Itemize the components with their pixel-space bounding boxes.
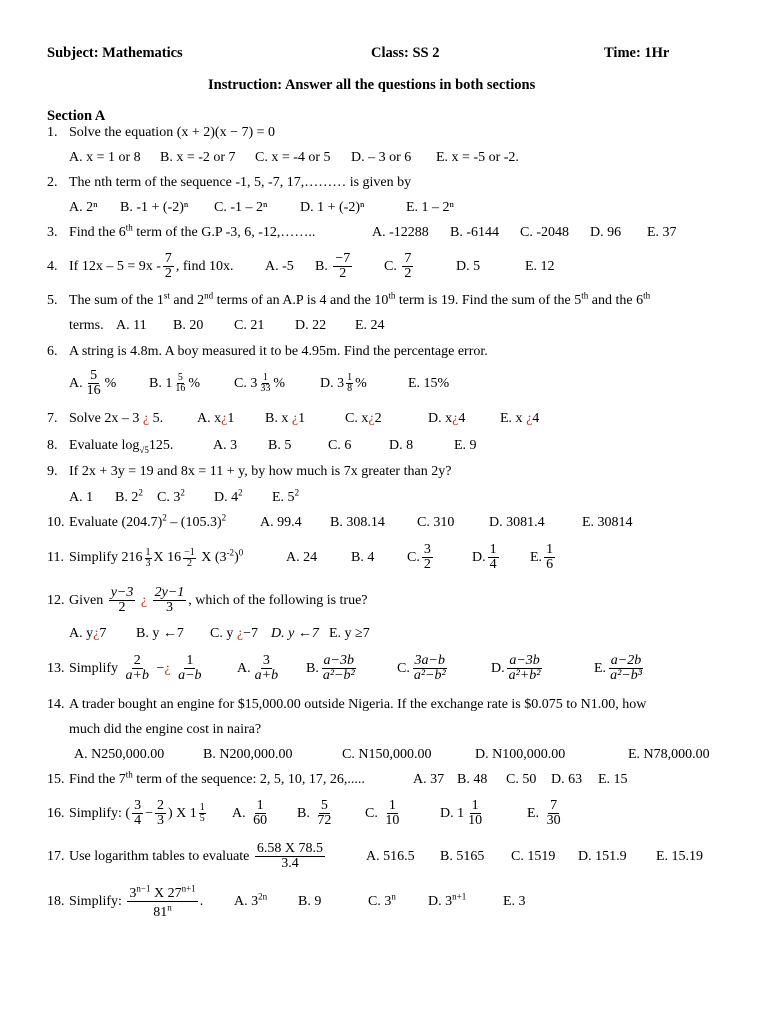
question-number: 12.: [47, 593, 65, 608]
option-e: E. 1 – 2ⁿ: [406, 200, 454, 215]
question-text: A string is 4.8m. A boy measured it to be 4.95m. Find the percentage error.: [69, 344, 488, 359]
option-b: B. 5165: [440, 849, 485, 864]
option-a: A. 37: [413, 772, 445, 787]
option-c: C. y ¿−7: [210, 626, 258, 641]
question-text: A trader bought an engine for $15,000.00 outside Nigeria. If the exchange rate is $0.075 to N1.00, how: [69, 697, 647, 712]
question-number: 4.: [47, 259, 58, 274]
option-e: E. 15: [598, 772, 628, 787]
option-e: E. 12: [525, 259, 555, 274]
option-c: C. 50: [506, 772, 537, 787]
option-d: D. 96: [590, 225, 622, 240]
option-d: D. 22: [295, 318, 327, 333]
option-e: E. $5^2$: [272, 487, 300, 505]
option-c: C. 6: [328, 438, 352, 453]
option-b: B. 20: [173, 318, 204, 333]
option-a: A. 11: [116, 318, 147, 333]
option-b: B. $\frac{5}{72}$: [297, 798, 332, 829]
question-text: If 12x – 5 = 9x - $\frac{7}{2}$ , find 10x.: [69, 251, 234, 282]
option-d: D. 3 $\frac{1}{8}$ %: [320, 372, 367, 395]
option-b: B. 48: [457, 772, 488, 787]
option-c: C. 1519: [511, 849, 556, 864]
option-a: A. x¿1: [197, 411, 235, 426]
question-number: 6.: [47, 344, 58, 359]
option-a: A. 516.5: [366, 849, 415, 864]
option-c: C. -2048: [520, 225, 569, 240]
question-number: 16.: [47, 806, 65, 821]
option-e: E. 3: [503, 894, 526, 909]
question-number: 3.: [47, 225, 58, 240]
question-number: 17.: [47, 849, 65, 864]
option-e: E. 24: [355, 318, 385, 333]
option-e: E. 37: [647, 225, 677, 240]
option-e: E. $\frac{1}{6}$: [530, 542, 554, 573]
option-e: E. x ¿4: [500, 411, 540, 426]
question-number: 5.: [47, 293, 58, 308]
question-number: 14.: [47, 697, 65, 712]
option-b: B. $2^2$: [115, 487, 143, 505]
option-d: D. 5: [456, 259, 481, 274]
option-e: E. $\frac{7}{30}$: [527, 798, 561, 829]
option-d: D. $3^{n+1}$: [428, 891, 467, 909]
option-b: B. 9: [298, 894, 322, 909]
question-text: The sum of the 1st and 2nd terms of an A.P is 4 and the 10th term is 19. Find the sum of the 5th and the 6th: [69, 290, 651, 308]
section-title: Section A: [47, 108, 106, 124]
option-b: B. 1 $\frac{5}{16}$ %: [149, 372, 201, 395]
question-number: 7.: [47, 411, 58, 426]
option-c: C. $\frac{1}{10}$: [365, 798, 400, 829]
option-a: A. y¿7: [69, 626, 107, 641]
option-d: D. 8: [389, 438, 414, 453]
question-text: Simplify 216 $\frac{1}{3}$ X 16 $\frac{-1}{2}$ X $(3^{-2})^0$: [69, 547, 244, 569]
option-c: C. $3^2$: [157, 487, 185, 505]
question-number: 9.: [47, 464, 58, 479]
option-b: B. x = -2 or 7: [160, 150, 236, 165]
question-text: Solve 2x – 3 ¿ 5.: [69, 411, 164, 426]
option-b: B. -6144: [450, 225, 499, 240]
question-number: 2.: [47, 175, 58, 190]
option-b: B. N200,000.00: [203, 747, 293, 762]
option-a: A. $\frac{1}{60}$: [232, 798, 268, 829]
option-b: B. -1 + (-2)ⁿ: [120, 200, 189, 215]
option-a: A. $\frac{3}{a+b}$: [237, 653, 279, 684]
question-text: Given $\frac{y-3}{2}$ ¿ $\frac{2y-1}{3}$ , which of the following is true?: [69, 585, 368, 616]
option-e: E. 9: [454, 438, 477, 453]
subject-label: Subject: Mathematics: [47, 45, 183, 61]
question-text: Find the 7th term of the sequence: 2, 5, 10, 17, 26,.....: [69, 769, 365, 787]
question-text-cont: terms.: [69, 318, 104, 333]
option-a: A. x = 1 or 8: [69, 150, 141, 165]
question-text: Use logarithm tables to evaluate $\frac{6.58 X 78.5}{3.4}$: [69, 841, 324, 872]
option-d: D. $4^2$: [214, 487, 243, 505]
question-text: Simplify $\frac{2}{a+b}$ −¿ $\frac{1}{a-b}$: [69, 653, 202, 684]
question-number: 10.: [47, 515, 65, 530]
option-c: C. x¿2: [345, 411, 382, 426]
option-a: A. 2ⁿ: [69, 200, 98, 215]
question-text: Find the 6th term of the G.P -3, 6, -12,……..: [69, 222, 316, 240]
option-e: E. y ≥7: [329, 626, 370, 641]
option-a: A. 1: [69, 490, 94, 505]
option-e: E. 15%: [408, 376, 450, 391]
option-c: C. $\frac{7}{2}$: [384, 251, 412, 282]
option-a: A. -12288: [372, 225, 429, 240]
option-d: D. 3081.4: [489, 515, 545, 530]
question-number: 18.: [47, 894, 65, 909]
option-a: A. 99.4: [260, 515, 302, 530]
option-d: D. 63: [551, 772, 583, 787]
option-b: B. $\frac{-7}{2}$: [315, 251, 351, 282]
question-number: 15.: [47, 772, 65, 787]
option-b: B. x ¿1: [265, 411, 306, 426]
option-d: D. N100,000.00: [475, 747, 566, 762]
option-e: E. 15.19: [656, 849, 704, 864]
option-a: A. -5: [265, 259, 294, 274]
option-a: A. $3^{2n}$: [234, 891, 268, 909]
option-d: D. $\frac{1}{4}$: [472, 542, 497, 573]
option-c: C. $\frac{3}{2}$: [407, 542, 431, 573]
option-d: D. $\frac{a-3b}{\text{a²+b²}}$: [491, 653, 541, 684]
option-c: C. x = -4 or 5: [255, 150, 331, 165]
option-e: E. x = -5 or -2.: [436, 150, 519, 165]
option-a: A. 3: [213, 438, 238, 453]
option-a: A. 24: [286, 550, 318, 565]
time-label: Time: 1Hr: [604, 45, 670, 61]
option-e: E. $\frac{a-2b}{\text{a²−b³}}$: [594, 653, 642, 684]
option-e: E. 30814: [582, 515, 633, 530]
option-e: E. N78,000.00: [628, 747, 710, 762]
option-a: A. $\frac{5}{16}$ %: [69, 368, 117, 399]
option-c: C. N150,000.00: [342, 747, 432, 762]
option-c: C. 310: [417, 515, 455, 530]
question-text: Simplify: ( $\frac{3}{4}$ − $\frac{2}{3}$ ) X 1 $\frac{1}{5}$: [69, 798, 205, 829]
question-text-cont: much did the engine cost in naira?: [69, 722, 262, 737]
option-b: B. 5: [268, 438, 292, 453]
option-d: D. 1 + (-2)ⁿ: [300, 200, 365, 215]
option-c: C. 21: [234, 318, 265, 333]
question-text: Evaluate $(204.7)^2 - (105.3)^2$: [69, 512, 227, 530]
option-d: D. y ←7: [271, 626, 319, 641]
option-d: D. – 3 or 6: [351, 150, 412, 165]
option-c: C. $\frac{3a-b}{\text{a²−b²}}$: [397, 653, 446, 684]
question-number: 11.: [47, 550, 64, 565]
option-d: D. 151.9: [578, 849, 627, 864]
option-b: B. 4: [351, 550, 375, 565]
option-b: B. 308.14: [330, 515, 385, 530]
option-d: D. x¿4: [428, 411, 466, 426]
question-text: If 2x + 3y = 19 and 8x = 11 + y, by how much is 7x greater than 2y?: [69, 464, 452, 479]
question-text: Solve the equation (x + 2)(x − 7) = 0: [69, 125, 276, 140]
question-text: Simplify: $\frac{3^{n-1} X 27^{n+1}}{81^n}$ .: [69, 883, 204, 921]
question-number: 1.: [47, 125, 58, 140]
question-text: Evaluate $\log_{√5}125$.: [69, 438, 174, 455]
option-c: C. 3 $\frac{1}{33}$ %: [234, 372, 286, 395]
option-d: D. 1 $\frac{1}{10}$: [440, 798, 483, 829]
instruction-text: Instruction: Answer all the questions in both sections: [208, 77, 536, 93]
question-text: The nth term of the sequence -1, 5, -7, 17,……… is given by: [69, 175, 412, 190]
option-c: C. -1 – 2ⁿ: [214, 200, 268, 215]
option-b: B. y ←7: [136, 626, 184, 641]
question-number: 13.: [47, 661, 65, 676]
question-number: 8.: [47, 438, 58, 453]
option-a: A. N250,000.00: [74, 747, 165, 762]
option-b: B. $\frac{a-3b}{\text{a²−b²}}$: [306, 653, 355, 684]
option-c: C. 3$^n$: [368, 891, 396, 909]
class-label: Class: SS 2: [371, 45, 440, 61]
